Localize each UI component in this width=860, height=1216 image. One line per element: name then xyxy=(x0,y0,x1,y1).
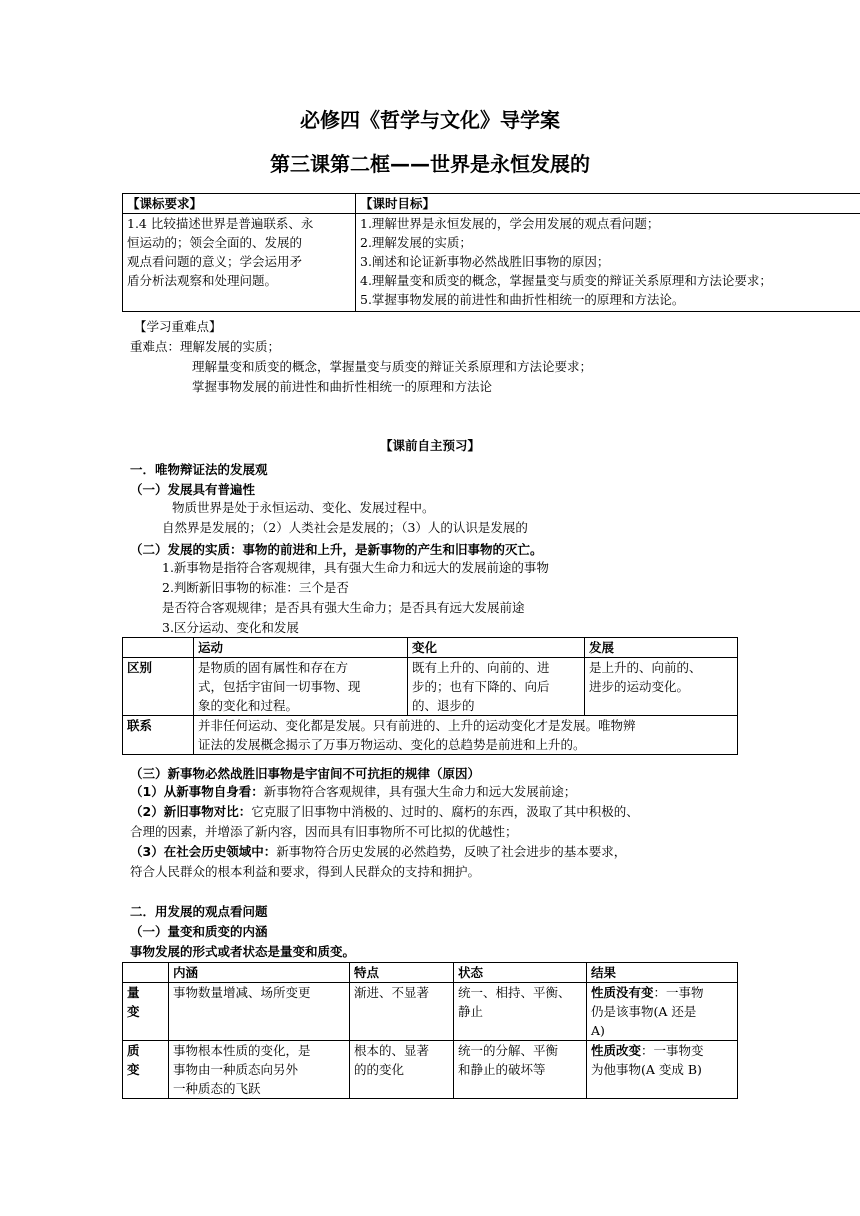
document-title: 必修四《哲学与文化》导学案 xyxy=(300,108,560,132)
standard-requirements-cell xyxy=(123,214,356,312)
req-line: 盾分析法观察和处理问题。 xyxy=(127,273,278,288)
goal-item: 1.理解世界是永恒发展的，学会用发展的观点看问题； xyxy=(360,216,660,231)
subsection-heading: （二）发展的实质：事物的前进和上升，是新事物的产生和旧事物的灭亡。 xyxy=(130,542,543,557)
row-label-difference: 区别 xyxy=(123,658,194,716)
standard-requirements-header: 【课标要求】 xyxy=(123,194,356,214)
subsection-heading: （一）量变和质变的内涵 xyxy=(130,924,268,939)
list-item: 2.判断新旧事物的标准：三个是否 xyxy=(162,580,349,595)
quantitative-meaning: 事物数量增减、场所变更 xyxy=(169,983,350,1041)
req-line: 观点看问题的意义；学会运用矛 xyxy=(127,254,303,269)
goal-item: 4.理解量变和质变的概念，掌握量变与质变的辩证关系原理和方法论要求； xyxy=(360,273,772,288)
section-heading: 二．用发展的观点看问题 xyxy=(130,904,268,919)
change-cell: 既有上升的、向前的、进 步的；也有下降的、向后 的、退步的 xyxy=(408,658,585,716)
motion-cell: 是物质的固有属性和存在方 式，包括宇宙间一切事物、现 象的变化和过程。 xyxy=(194,658,408,716)
paragraph: （3）在社会历史领域中：新事物符合历史发展的必然趋势，反映了社会进步的基本要求， xyxy=(130,844,627,859)
header-motion: 运动 xyxy=(194,638,408,658)
paragraph: 物质世界是处于永恒运动、变化、发展过程中。 xyxy=(172,500,435,515)
quantitative-feature: 渐进、不显著 xyxy=(350,983,454,1041)
paragraph: 事物发展的形式或者状态是量变和质变。 xyxy=(130,944,356,959)
lesson-subtitle: 第三课第二框——世界是永恒发展的 xyxy=(270,152,590,176)
key-points-line: 理解量变和质变的概念，掌握量变与质变的辩证关系原理和方法论要求； xyxy=(192,359,593,374)
connection-cell: 并非任何运动、变化都是发展。只有前进的、上升的运动变化才是发展。唯物辨 证法的发展概念揭示了万事万物运动、变化的总趋势是前进和上升的。 xyxy=(194,716,738,755)
qualitative-result: 性质改变：一事物变 为他事物(A 变成 B) xyxy=(587,1041,738,1099)
paragraph: 自然界是发展的；（2）人类社会是发展的；（3）人的认识是发展的 xyxy=(162,520,528,535)
paragraph: （2）新旧事物对比：它克服了旧事物中消极的、过时的、腐朽的东西，汲取了其中积极的、 xyxy=(130,804,639,819)
header-meaning: 内涵 xyxy=(169,963,350,983)
header-feature: 特点 xyxy=(350,963,454,983)
paragraph: （1）从新事物自身看：新事物符合客观规律，具有强大生命力和远大发展前途； xyxy=(130,784,577,799)
requirements-table xyxy=(122,193,860,312)
header-development: 发展 xyxy=(585,638,738,658)
header-change: 变化 xyxy=(408,638,585,658)
row-label-qualitative: 质 变 xyxy=(123,1041,169,1099)
section-heading: 一．唯物辩证法的发展观 xyxy=(130,462,268,477)
req-line: 1.4 比较描述世界是普遍联系、永 xyxy=(127,216,314,231)
qualitative-feature: 根本的、显著 的的变化 xyxy=(350,1041,454,1099)
paragraph: 是否符合客观规律；是否具有强大生命力；是否具有远大发展前途 xyxy=(162,600,525,615)
key-points-label: 【学习重难点】 xyxy=(134,319,222,334)
header-state: 状态 xyxy=(454,963,587,983)
goal-item: 3.阐述和论证新事物必然战胜旧事物的原因； xyxy=(360,254,610,269)
subsection-heading: （三）新事物必然战胜旧事物是宇宙间不可抗拒的规律（原因） xyxy=(130,766,481,781)
qualitative-meaning: 事物根本性质的变化，是 事物由一种质态向另外 一种质态的飞跃 xyxy=(169,1041,350,1099)
paragraph: 合理的因素，并增添了新内容，因而具有旧事物所不可比拟的优越性； xyxy=(130,824,518,839)
req-line: 恒运动的；领会全面的、发展的 xyxy=(127,235,303,250)
key-points-line: 掌握事物发展的前进性和曲折性相统一的原理和方法论 xyxy=(192,379,493,394)
qualitative-state: 统一的分解、平衡 和静止的破坏等 xyxy=(454,1041,587,1099)
list-item: 1.新事物是指符合客观规律，具有强大生命力和远大的发展前途的事物 xyxy=(162,560,549,575)
preview-title: 【课前自主预习】 xyxy=(379,438,480,453)
row-label-connection: 联系 xyxy=(123,716,194,755)
header-result: 结果 xyxy=(587,963,738,983)
quantitative-qualitative-table xyxy=(122,962,738,1099)
paragraph: 符合人民群众的根本利益和要求，得到人民群众的支持和拥护。 xyxy=(130,864,481,879)
lesson-goals-cell xyxy=(356,214,860,312)
subsection-heading: （一）发展具有普遍性 xyxy=(130,482,256,497)
goal-item: 2.理解发展的实质； xyxy=(360,235,472,250)
quantitative-result: 性质没有变：一事物 仍是该事物(A 还是 A) xyxy=(587,983,738,1041)
quantitative-state: 统一、相持、平衡、 静止 xyxy=(454,983,587,1041)
motion-change-development-table xyxy=(122,637,738,755)
lesson-goals-header: 【课时目标】 xyxy=(356,194,860,214)
development-cell: 是上升的、向前的、 进步的运动变化。 xyxy=(585,658,738,716)
row-label-quantitative: 量 变 xyxy=(123,983,169,1041)
goal-item: 5.掌握事物发展的前进性和曲折性相统一的原理和方法论。 xyxy=(360,292,685,307)
key-points-line: 重难点：理解发展的实质； xyxy=(130,339,281,354)
list-item: 3.区分运动、变化和发展 xyxy=(162,620,299,635)
